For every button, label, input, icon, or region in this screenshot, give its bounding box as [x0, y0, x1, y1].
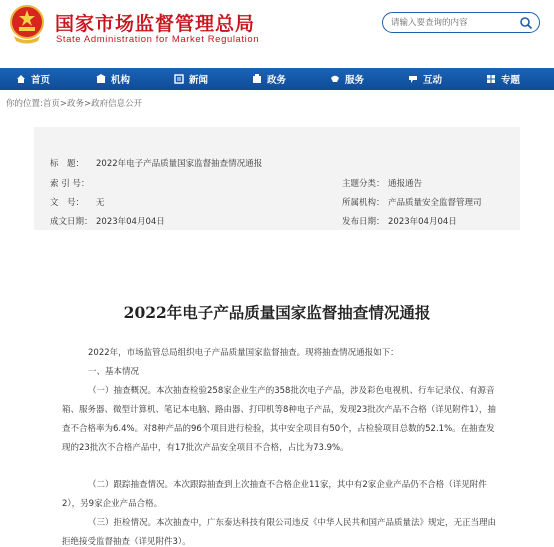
- topic-icon: [486, 74, 496, 84]
- nav-label: 新闻: [189, 75, 209, 86]
- meta-date: [50, 215, 165, 227]
- meta-pub-value: 2023年04月04日: [388, 217, 457, 227]
- meta-topic: [342, 177, 422, 189]
- article-paragraph: （二）跟踪抽查情况。本次跟踪抽查到上次抽查不合格企业11家，其中有2家企业产品仍不合格（详见附件2），另9家企业产品合格。: [62, 480, 487, 509]
- search-box: [382, 12, 540, 33]
- meta-title-label: 标 题：: [50, 159, 85, 169]
- site-header: [0, 0, 554, 64]
- breadcrumb: [6, 97, 142, 109]
- meta-pub-date: [342, 215, 457, 227]
- home-icon: [16, 74, 26, 84]
- meta-doc-no: [50, 196, 105, 208]
- nav-item-news[interactable]: [174, 68, 208, 90]
- nav-item-topic[interactable]: [486, 68, 520, 90]
- interact-icon: [408, 74, 418, 84]
- nav-label: 互动: [423, 75, 443, 86]
- meta-doc-value: 无: [96, 198, 105, 208]
- breadcrumb-item-info[interactable]: 政府信息公开: [91, 99, 143, 109]
- nav-item-gov[interactable]: [252, 68, 286, 90]
- meta-org-label: 所属机构：: [342, 198, 385, 208]
- article-section-heading: 一、基本情况: [88, 367, 140, 377]
- meta-title-value: 2022年电子产品质量国家监督抽查情况通报: [96, 159, 263, 169]
- search-input[interactable]: [391, 15, 515, 30]
- article-paragraph: （一）抽查概况。本次抽查检验258家企业生产的358批次电子产品，涉及彩色电视机、行车记录仪、有源音箱、服务器、微型计算机、笔记本电脑、路由器、打印机等8种电子产品，发现23批次产品不合格（详见附件1），抽查不合格率为6.4%。对8种产品的96个项目进行检验，其中安全项目有50个，占检验项目总数的52.1%。在抽查发现的23批次不合格产品中，有17批次产品安全项目不合格，占比为73.9%。: [62, 386, 496, 453]
- nav-label: 专题: [501, 75, 521, 86]
- meta-pub-label: 发布日期：: [342, 217, 385, 227]
- service-icon: [330, 74, 340, 84]
- nav-item-home[interactable]: [16, 68, 50, 90]
- breadcrumb-sep: >: [59, 99, 68, 109]
- nav-item-interact[interactable]: [408, 68, 442, 90]
- breadcrumb-item-home[interactable]: 首页: [42, 99, 60, 109]
- meta-date-label: 成文日期：: [50, 217, 93, 227]
- nav-label: 首页: [31, 75, 51, 86]
- search-icon[interactable]: [519, 16, 533, 30]
- nav-label: 机构: [111, 75, 131, 86]
- article-body: [34, 241, 520, 547]
- meta-doc-label: 文 号：: [50, 198, 85, 208]
- meta-org: [342, 196, 482, 208]
- news-icon: [174, 74, 184, 84]
- gov-icon: [252, 74, 262, 84]
- document-meta: [34, 127, 520, 230]
- site-name-cn[interactable]: 国家市场监督管理总局: [55, 13, 256, 35]
- breadcrumb-prefix: 你的位置:: [6, 99, 43, 109]
- national-emblem-icon[interactable]: [8, 4, 46, 44]
- site-name-en: State Administration for Market Regulation: [56, 34, 260, 45]
- meta-index-label: 索 引 号：: [50, 179, 90, 189]
- breadcrumb-item-gov[interactable]: 政务: [67, 99, 85, 109]
- main-nav: [0, 68, 554, 90]
- article-title: 2022年电子产品质量国家监督抽查情况通报: [123, 303, 431, 322]
- article-paragraph: 2022年，市场监管总局组织电子产品质量国家监督抽查。现将抽查情况通报如下：: [88, 348, 399, 358]
- meta-date-value: 2023年04月04日: [96, 217, 165, 227]
- article-paragraph: （三）拒检情况。本次抽查中，广东泰达科技有限公司违反《中华人民共和国产品质量法》规定，无正当理由拒绝接受监督抽查（详见附件3）。: [62, 518, 497, 547]
- meta-topic-label: 主题分类：: [342, 179, 385, 189]
- meta-topic-value: 通报通告: [388, 179, 423, 189]
- meta-title: [50, 157, 262, 169]
- meta-index: [50, 177, 96, 189]
- nav-item-org[interactable]: [96, 68, 130, 90]
- org-icon: [96, 74, 106, 84]
- nav-label: 服务: [345, 75, 365, 86]
- meta-org-value: 产品质量安全监督管理司: [388, 198, 482, 208]
- nav-item-service[interactable]: [330, 68, 364, 90]
- nav-label: 政务: [267, 75, 287, 86]
- breadcrumb-sep: >: [84, 99, 92, 109]
